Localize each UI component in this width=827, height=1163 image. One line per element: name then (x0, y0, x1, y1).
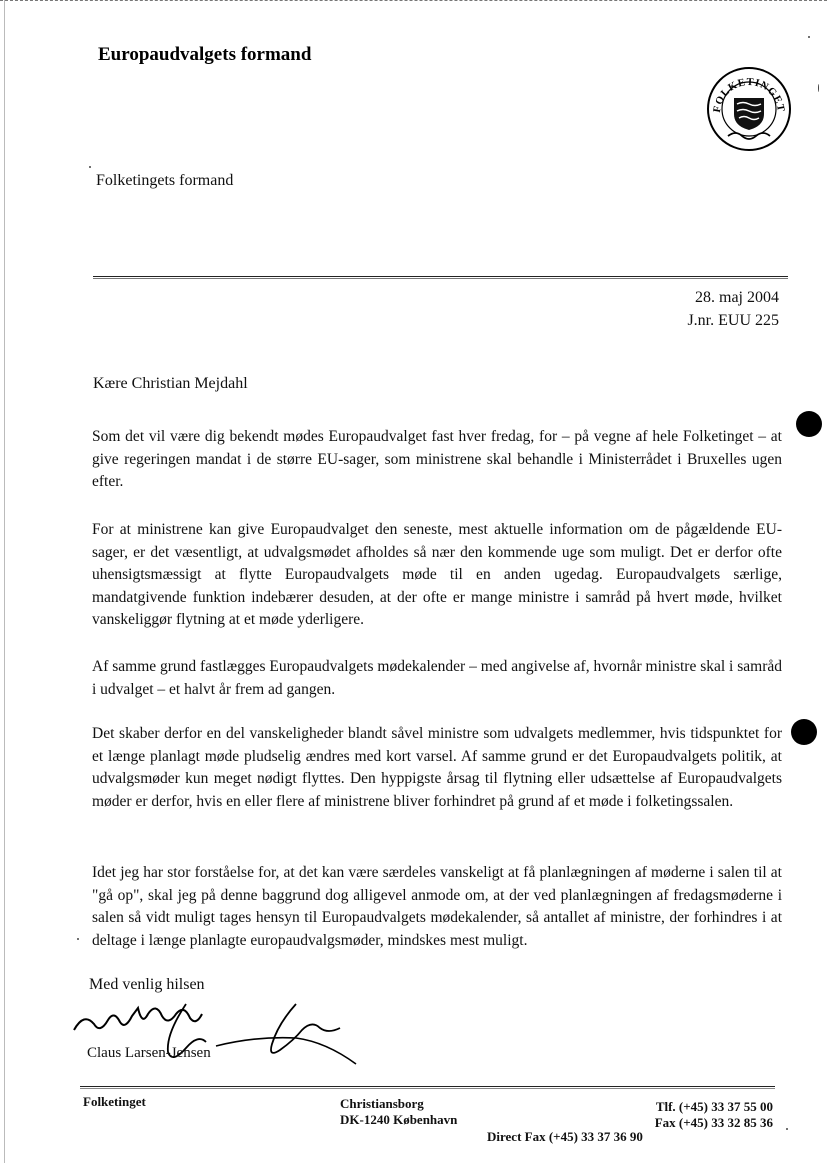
seal-text: FOLKETINGET (711, 76, 787, 114)
scan-speck (818, 84, 819, 92)
letter-date: 28. maj 2004 (695, 289, 779, 306)
footer-address-line1: Christiansborg (340, 1096, 424, 1111)
footer-divider-shadow (80, 1088, 775, 1089)
body-paragraph-2: For at ministrene kan give Europaudvalget den seneste, mest aktuelle information om de pågældende EU-sager, er det væsentligt, at udvalgsmødet afholdes så nær den kommende uge som muligt. Det er derfor ofte uhensigtsmæssigt at flytte Europaudvalgets møde til en anden ugedag. Europaudvalgets særlige, mandatgivende funktion indebærer desuden, at der ofte er mange ministre i samråd på hvert møde, hvilket vanskeliggør flytning at et møde yderligere. (92, 521, 782, 628)
header-divider (93, 276, 788, 277)
scan-speck (89, 166, 91, 168)
closing: Med venlig hilsen (89, 976, 205, 993)
body-paragraph-5: Idet jeg har stor forståelse for, at det kan være særdeles vanskeligt at få planlægningen af møderne i salen til at "gå op", skal jeg på denne baggrund dog alligevel anmode om, at der ved planlægningen af fredagsmøderne i salen så vidt muligt tages hensyn til Europaudvalgets mødekalender, så antallet af ministre, der forhindres i at deltage i længe planlagte europaudvalgsmøder, mindskes mest muligt. (92, 864, 782, 949)
punch-hole (791, 719, 817, 745)
scan-edge-top (0, 0, 827, 3)
body-paragraph-4: Det skaber derfor en del vanskeligheder blandt såvel ministre som udvalgets medlemmer, hvis tidspunktet for et længe planlagt møde pludselig ændres med kort varsel. Af samme grund er det Europaudvalgets politik, at udvalgsmøder kun meget nødigt flyttes. Den hyppigste årsag til flytning eller udsættelse af Europaudvalgets møder er derfor, hvis en eller flere af ministrene bliver forhindret på grund af et møde i folketingssalen. (92, 725, 782, 810)
footer-address-line2: DK-1240 København (340, 1112, 458, 1127)
footer-organization: Folketinget (83, 1094, 146, 1109)
body-paragraph-3: Af samme grund fastlægges Europaudvalgets mødekalender – med angivelse af, hvornår ministre skal i samråd i udvalget – et halvt år frem ad gangen. (92, 658, 782, 698)
body-paragraph-1: Som det vil være dig bekendt mødes Europaudvalget fast hver fredag, for – på vegne af hele Folketinget – at give regeringen mandat i de større EU-sager, som ministrene skal behandle i Ministerrådet i Bruxelles ugen efter. (92, 428, 782, 490)
footer-fax: Fax (+45) 33 32 85 36 (654, 1115, 773, 1130)
footer-phone: Tlf. (+45) 33 37 55 00 (655, 1099, 773, 1114)
folketinget-seal-icon (706, 66, 792, 152)
scan-speck (786, 1128, 788, 1130)
letterhead-title: Europaudvalgets formand (98, 44, 312, 65)
journal-number: J.nr. EUU 225 (687, 312, 779, 329)
footer-divider (80, 1086, 775, 1087)
scan-edge-left (4, 0, 5, 1163)
punch-hole (796, 411, 822, 437)
scan-speck (77, 938, 79, 940)
signer-name: Claus Larsen-Jensen (87, 1045, 211, 1061)
scan-speck (808, 36, 810, 38)
salutation: Kære Christian Mejdahl (93, 375, 248, 392)
footer-direct-fax: Direct Fax (+45) 33 37 36 90 (487, 1129, 643, 1144)
recipient: Folketingets formand (96, 172, 234, 189)
header-divider-shadow (93, 278, 788, 279)
